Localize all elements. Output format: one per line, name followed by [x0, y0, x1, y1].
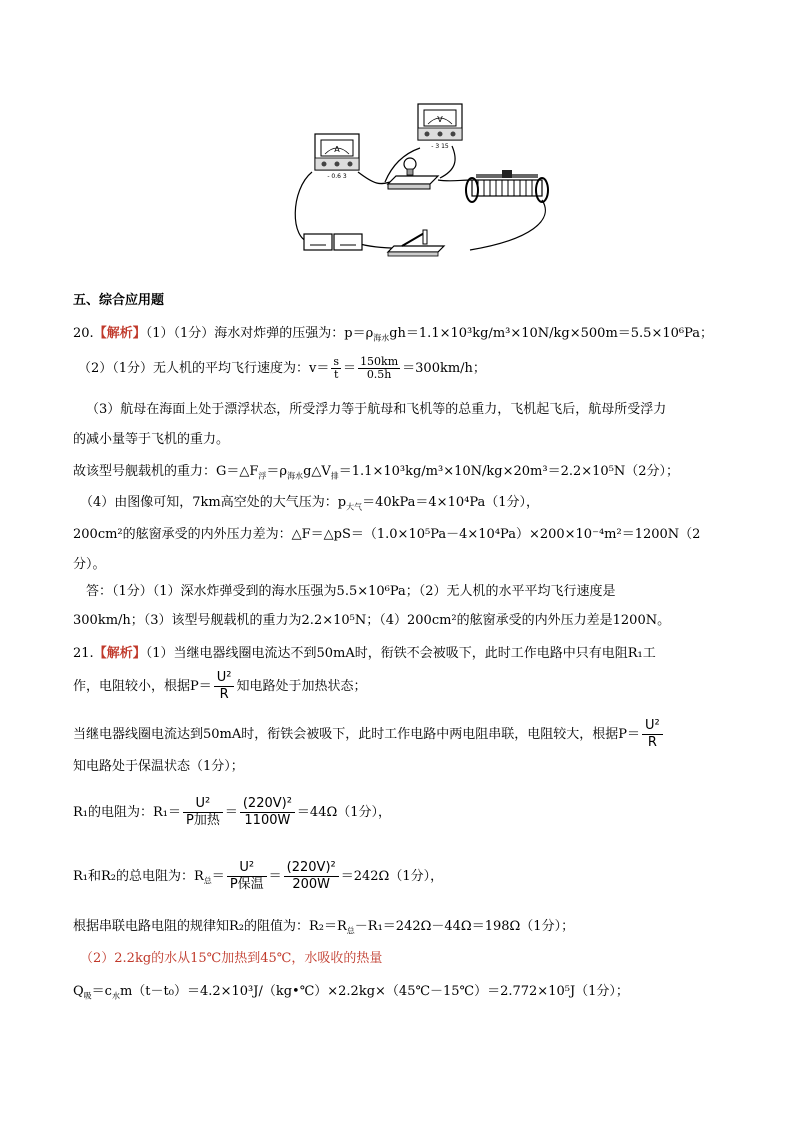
analysis-tag: 【解析】: [93, 326, 146, 341]
q20-l5-sub2: 海水: [287, 471, 304, 481]
q21-line-7: [73, 918, 574, 936]
q21-l9-b: ＝c: [91, 984, 112, 999]
q21-number: 21.: [73, 646, 94, 661]
q21-l6-sub: 总: [203, 876, 212, 886]
voltmeter-label: V: [437, 115, 443, 124]
q20-l2-a: （2）（1分）无人机的平均飞行速度为：v＝: [78, 361, 330, 376]
frac-num: U²: [183, 796, 223, 813]
fraction-distance-time: [358, 356, 400, 381]
fraction-u2-p-keep: [227, 860, 267, 893]
q20-l6-a: （4）由图像可知，7km高空处的大气压为：p: [80, 495, 347, 510]
switch: [388, 230, 444, 256]
q20-l1-sub: 海水: [373, 333, 390, 343]
q20-l5-a: 故该型号舰载机的重力：G＝△F: [73, 464, 259, 479]
wire: [440, 146, 455, 178]
frac-num: (220V)²: [240, 796, 295, 813]
frac-num: s: [333, 355, 340, 368]
voltmeter: [418, 104, 462, 150]
q21-l5-b: ＝44Ω（1分），: [296, 805, 392, 820]
equals: ＝: [224, 805, 238, 820]
q21-l2-a: 作，电阻较小，根据P＝: [73, 679, 212, 694]
q20-l6-sub: 大气: [346, 502, 363, 512]
wire: [438, 180, 472, 181]
q21-l7-a: 根据串联电路电阻的规律知R₂的阻值为：R₂＝R: [73, 919, 347, 934]
q20-l5-d: ＝1.1×10³kg/m³×10N/kg×20m³＝2.2×10⁵N（2分）；: [338, 464, 680, 479]
q20-line-3: （3）航母在海面上处于漂浮状态，所受浮力等于航母和飞机等的总重力，飞机起飞后，航母所受浮力: [86, 402, 667, 417]
frac-den: P保温: [229, 877, 264, 892]
fraction-u2-r: [642, 718, 663, 751]
frac-num: (220V)²: [284, 860, 339, 877]
q20-number: 20.: [73, 326, 94, 341]
ammeter: [315, 134, 359, 180]
q20-l1-a: （1）（1分）海水对炸弹的压强为：p＝ρ: [145, 326, 374, 341]
q20-line-4: 的减小量等于飞机的重力。: [73, 432, 230, 447]
q20-line-2: [78, 356, 486, 381]
q21-line-3: [73, 718, 665, 751]
frac-num: U²: [642, 718, 663, 735]
circuit-diagram: [280, 100, 560, 265]
wire: [470, 200, 545, 250]
q21-line-9: [73, 983, 629, 1001]
q21-l7-sub: 总: [346, 926, 355, 936]
q20-l2-b: ＝300km/h；: [402, 361, 486, 376]
q21-line-6: [73, 860, 443, 893]
fraction-u2-r: [214, 670, 235, 703]
bulb: [388, 158, 438, 189]
frac-num: 150km: [360, 355, 399, 368]
fraction-s-t: [331, 356, 341, 381]
frac-den: R: [647, 735, 657, 750]
q21-l9-a: Q: [73, 984, 84, 999]
q21-l9-sub2: 水: [111, 991, 120, 1001]
wire: [295, 172, 312, 242]
frac-den: P加热: [186, 813, 220, 828]
frac-num: U²: [214, 670, 235, 687]
q21-l6-a: R₁和R₂的总电阻为：R: [73, 869, 204, 884]
fraction-values: [240, 796, 295, 829]
q21-l2-b: 知电路处于加热状态；: [236, 679, 367, 694]
q20-l5-sub1: 浮: [258, 471, 267, 481]
voltmeter-terminals: - 3 15: [431, 143, 449, 150]
q20-l6-b: ＝40kPa＝4×10⁴Pa（1分），: [362, 495, 540, 510]
q21-l5-a: R₁的电阻为：R₁＝: [73, 805, 181, 820]
fraction-u2-p-heat: [183, 796, 223, 829]
fraction-values: [284, 860, 339, 893]
q20-l5-b: ＝ρ: [266, 464, 288, 479]
analysis-tag: 【解析】: [93, 646, 146, 661]
q20-line-1: [73, 325, 713, 343]
q21-l1-a: （1）当继电器线圈电流达不到50mA时，衔铁不会被吸下，此时工作电路中只有电阻R₁工: [145, 646, 656, 661]
battery: [304, 234, 362, 250]
frac-den: R: [219, 687, 229, 702]
q20-answer-line-1: 答：（1分）（1）深水炸弹受到的海水压强为5.5×10⁶Pa；（2）无人机的水平平均飞行速度是: [86, 584, 616, 599]
q20-line-6: [80, 494, 539, 512]
q21-line-1: [73, 645, 656, 663]
q21-l7-b: －R₁＝242Ω－44Ω＝198Ω（1分）；: [354, 919, 575, 934]
equals: ＝: [211, 869, 225, 884]
q21-l9-sub1: 吸: [83, 991, 92, 1001]
frac-num: U²: [227, 860, 267, 877]
frac-den: 1100W: [244, 813, 291, 828]
q21-l3-a: 当继电器线圈电流达到50mA时，衔铁会被吸下，此时工作电路中两电阻串联，电阻较大，根据P＝: [73, 727, 641, 742]
frac-den: 0.5h: [366, 368, 392, 381]
q21-line-4: 知电路处于保温状态（1分）；: [73, 759, 244, 774]
q21-line-5: [73, 796, 391, 829]
equals: ＝: [343, 361, 357, 376]
q21-l9-c: m（t－t₀）＝4.2×10³J/（kg•℃）×2.2kg×（45℃－15℃）＝2.772×10⁵J（1分）；: [119, 984, 629, 999]
ammeter-label: A: [334, 145, 340, 154]
section-heading: 五、综合应用题: [73, 293, 165, 308]
q21-line-8: （2）2.2kg的水从15℃加热到45℃，水吸收的热量: [80, 951, 383, 966]
frac-den: 200W: [292, 877, 331, 892]
frac-den: t: [334, 368, 339, 381]
q20-l1-b: gh＝1.1×10³kg/m³×10N/kg×500m＝5.5×10⁶Pa；: [389, 326, 714, 341]
ammeter-terminals: - 0.6 3: [327, 173, 347, 180]
rheostat: [466, 170, 548, 202]
q20-answer-line-2: 300km/h；（3）该型号舰载机的重力为2.2×10⁵N；（4）200cm²的舷窗承受的内外压力差是1200N。: [73, 613, 671, 628]
q20-l5-sub3: 排: [330, 471, 339, 481]
q20-l5-c: g△V: [303, 464, 331, 479]
q21-l6-b: ＝242Ω（1分），: [340, 869, 444, 884]
q20-line-8: 分）。: [73, 557, 106, 572]
equals: ＝: [268, 869, 282, 884]
q20-line-7: 200cm²的舷窗承受的内外压力差为：△F＝△pS＝（1.0×10⁵Pa－4×10⁴Pa）×200×10⁻⁴m²＝1200N（2: [73, 527, 701, 542]
q20-line-5: [73, 463, 679, 481]
q21-line-2: [73, 670, 367, 703]
